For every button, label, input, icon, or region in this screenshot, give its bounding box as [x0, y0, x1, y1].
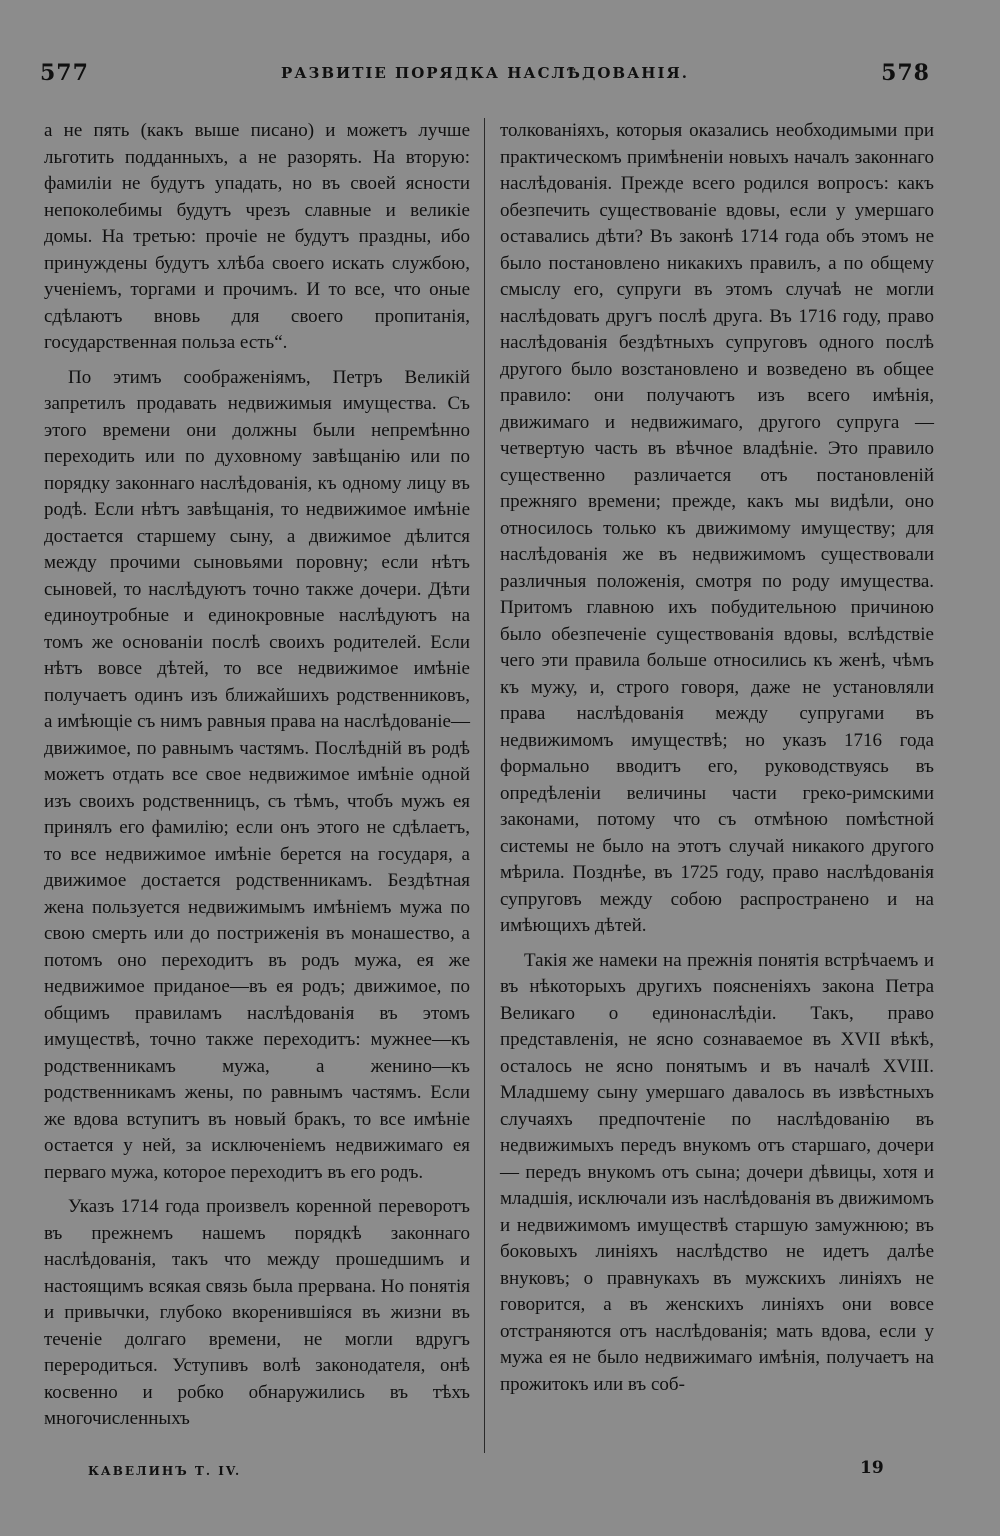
running-header: [40, 60, 930, 94]
paragraph: толкованіяхъ, которыя оказались необходимыми при практическомъ примѣненіи новыхъ началъ законнаго наслѣдованія. Прежде всего родился вопросъ: какъ обезпечить существованіе вдовы, если у умершаго оставались дѣти? Въ законѣ 1714 года объ этомъ не было постановлено никакихъ правилъ, а по общему смыслу его, супруги въ этомъ случаѣ не могли наслѣдовать другъ послѣ друга. Въ 1716 году, право наслѣдованія бездѣтныхъ супруговъ одного послѣ другого было возстановлено и возведено въ общее правило: они получаютъ изъ всего имѣнія, движимаго и недвижимаго, другого супруга — четвертую часть въ вѣчное владѣніе. Это правило существенно различается отъ постановленій прежняго времени; прежде, какъ мы видѣли, оно относилось только къ движимому имуществу; для наслѣдованія же въ недвижимомъ существовали различныя положенія, смотря по роду имущества. Притомъ главною ихъ побудительною причиною было обезпеченіе существованія вдовы, вслѣдствіе чего эти правила больше относились къ женѣ, чѣмъ къ мужу, и, строго говоря, даже не установляли права наслѣдованія между супругами въ недвижимомъ имуществѣ; но указъ 1716 года формально вводитъ его, руководствуясь въ опредѣленіи величины части греко-римскими законами, потому что съ отмѣною помѣстной системы не было на этотъ случай никакого другого мѣрила. Позднѣе, въ 1725 году, право наслѣдованія супруговъ между собою распространено и на имѣющихъ дѣтей.: [500, 120, 934, 936]
paragraph: Указъ 1714 года произвелъ коренной переворотъ въ прежнемъ нашемъ порядкѣ законнаго наслѣдованія, такъ что между прошедшимъ и настоящимъ всякая связь была прервана. Но понятія и привычки, глубоко вкоренившіяся въ жизни въ теченіе долгаго времени, не могли вдругъ переродиться. Уступивъ волѣ законодателя, онѣ косвенно и робко обнаружились въ тѣхъ многочисленныхъ: [44, 1196, 470, 1429]
running-title: РАЗВИТІЕ ПОРЯДКА НАСЛѢДОВАНІЯ.: [281, 64, 689, 82]
signature-mark: КАВЕЛИНЪ Т. IV.: [88, 1464, 242, 1478]
right-column: [500, 118, 934, 1406]
column-divider: [484, 118, 485, 1453]
paragraph: а не пять (какъ выше писано) и можетъ лучше льготить подданныхъ, а не разорять. На вторую: фамиліи не будутъ упадать, но въ своей ясности непоколебимы будутъ чрезъ славные и великіе домы. На третью: прочіе не будутъ праздны, ибо принуждены будутъ хлѣба своего искать службою, ученіемъ, торгами и прочимъ. И то все, что оные сдѣлаютъ вновь для своего пропитанія, государственная польза есть“.: [44, 120, 470, 353]
paragraph: Такія же намеки на прежнія понятія встрѣчаемъ и въ нѣкоторыхъ другихъ поясненіяхъ закона Петра Великаго о единонаслѣдіи. Такъ, право представленія, не ясно сознаваемое въ XVII вѣкѣ, осталось не ясно понятымъ и въ началѣ XVIII. Младшему сыну умершаго давалось въ извѣстныхъ случаяхъ предпочтеніе по наслѣдованію въ недвижимыхъ передъ внукомъ отъ старшаго, дочери — передъ внукомъ отъ сына; дочери дѣвицы, хотя и младшія, исключали изъ наслѣдованія въ движимомъ и недвижимомъ имуществѣ старшую замужнюю; въ боковыхъ линіяхъ наслѣдство не идетъ далѣе внуковъ; о правнукахъ въ мужскихъ линіяхъ не говорится, а въ женскихъ линіяхъ они вовсе отстраняются отъ наслѣдованія; мать вдова, если у мужа ея не было недвижимаго имѣнія, получаетъ на прожитокъ или въ соб-: [500, 949, 934, 1395]
sheet-number: 19: [860, 1458, 884, 1478]
page-number-right: 578: [881, 60, 930, 86]
page-number-left: 577: [40, 60, 89, 86]
paragraph: По этимъ соображеніямъ, Петръ Великій запретилъ продавать недвижимыя имущества. Съ этого времени они должны были непремѣнно переходить или по духовному завѣщанію или по порядку законнаго наслѣдованія, къ одному лицу въ родѣ. Если нѣтъ завѣщанія, то недвижимое имѣніе достается старшему сыну, а движимое дѣлится между прочими сыновьями поровну; если нѣтъ сыновей, то наслѣдуютъ точно также дочери. Дѣти единоутробные и единокровные наслѣдуютъ на томъ же основаніи послѣ своихъ родителей. Если нѣтъ вовсе дѣтей, то все недвижимое имѣніе получаетъ одинъ изъ ближайшихъ родственниковъ, а имѣющіе съ нимъ равныя права на наслѣдованіе—движимое, по равнымъ частямъ. Послѣдній въ родѣ можетъ отдать все свое недвижимое имѣніе одной изъ своихъ родственницъ, съ тѣмъ, чтобъ мужъ ея принялъ его фамилію; если онъ этого не сдѣлаетъ, то все недвижимое имѣніе берется на государя, а движимое достается родственникамъ. Бездѣтная жена пользуется недвижимымъ имѣніемъ мужа по свою смерть или до постриженія въ монашество, а потомъ оно переходитъ въ родъ мужа, ея же недвижимое приданое—въ ея родъ; движимое, по общимъ правиламъ наслѣдованія въ этомъ имуществѣ, точно также переходитъ: мужнее—къ родственникамъ мужа, а женино—къ родственникамъ жены, по равнымъ частямъ. Если же вдова вступитъ въ новый бракъ, то все имѣніе остается у ней, за исключеніемъ недвижимаго ея перваго мужа, которое переходитъ въ его родъ.: [44, 366, 470, 1183]
left-column: [44, 118, 470, 1441]
